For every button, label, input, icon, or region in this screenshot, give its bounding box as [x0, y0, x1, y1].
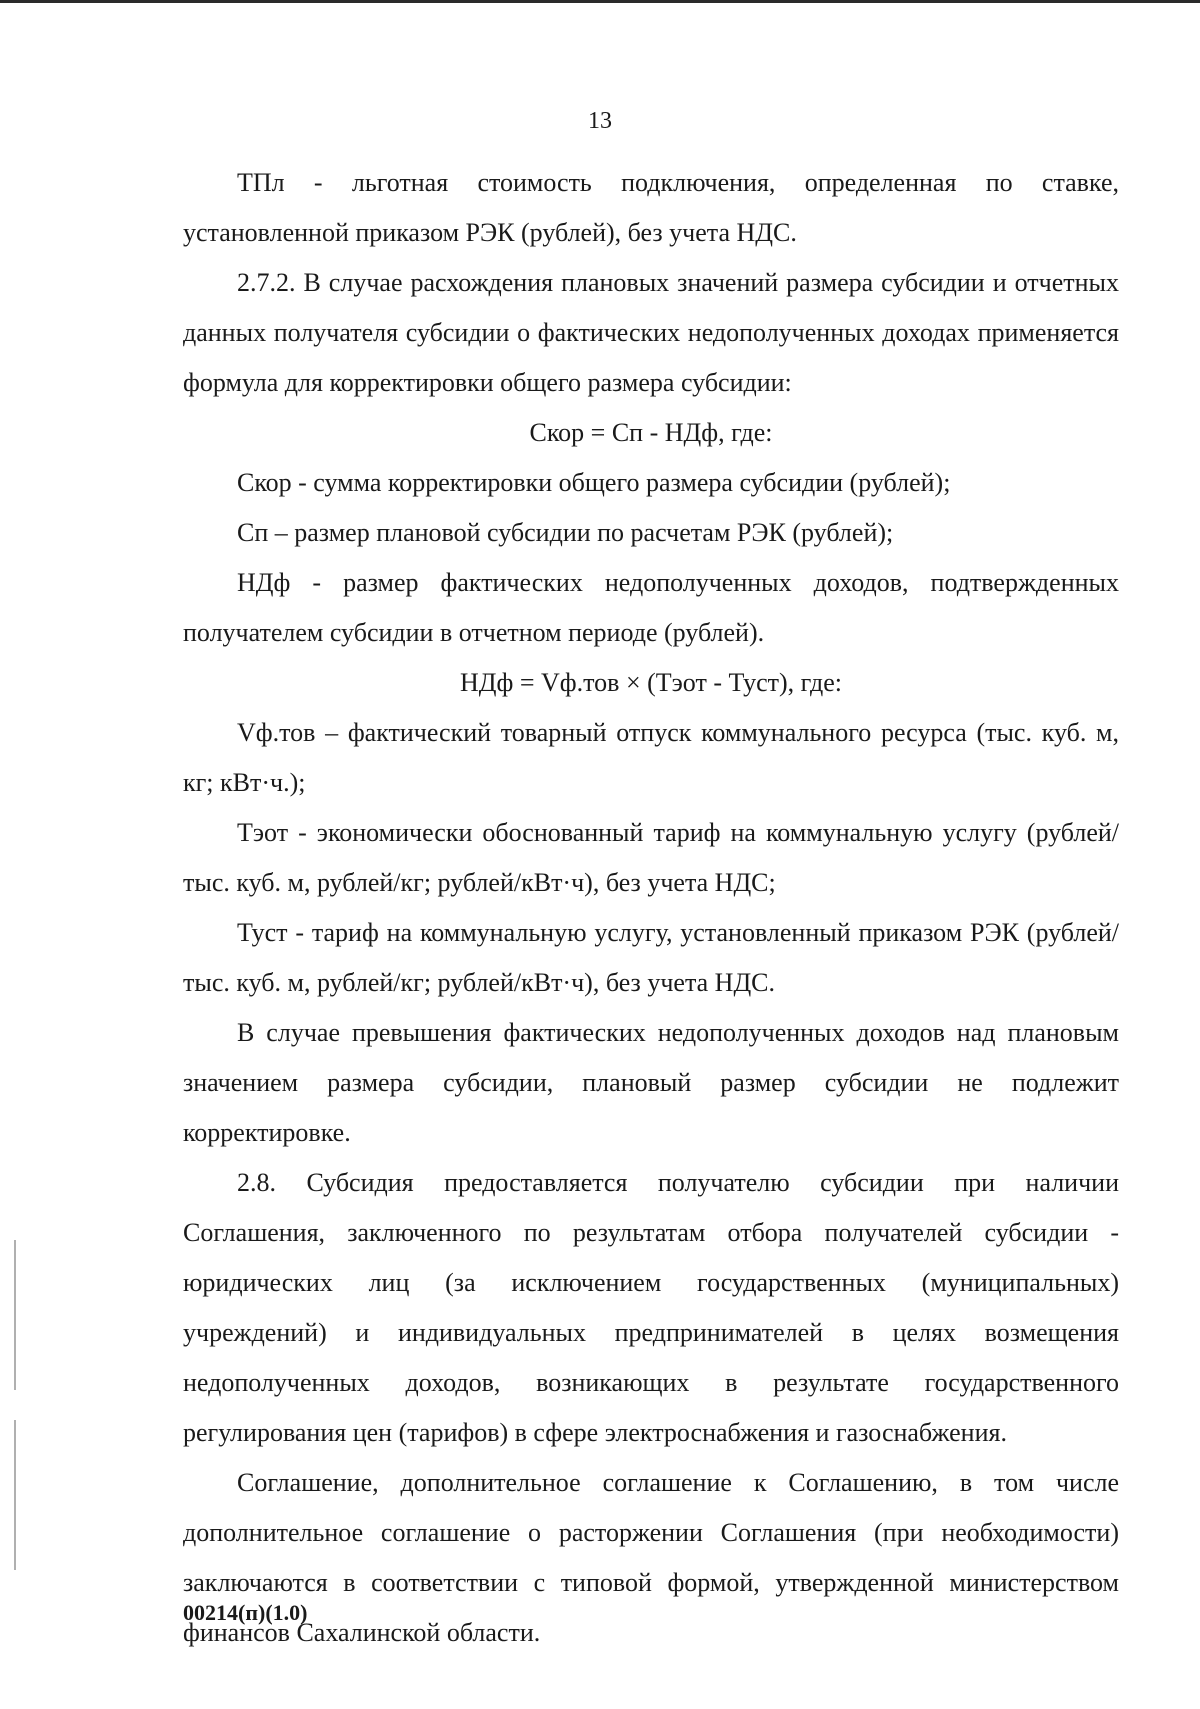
paragraph-agreement: Соглашение, дополнительное соглашение к Соглашению, в том числе дополнительное соглашение о расторжении Соглашения (при необходимости) заключаются в соответствии с типовой формой, утвержденной министерством финансов Сахалинской области. — [183, 1468, 1119, 1647]
paragraph-tpl-definition: ТПл - льготная стоимость подключения, определенная по ставке, установленной приказом РЭК (рублей), без учета НДС. — [183, 168, 1119, 247]
paragraph-excess-case: В случае превышения фактических недополученных доходов над плановым значением размера субсидии, плановый размер субсидии не подлежит корректировке. — [183, 1018, 1119, 1147]
page-number: 13 — [588, 108, 612, 134]
definition-sp: Сп – размер плановой субсидии по расчетам РЭК (рублей); — [237, 518, 894, 547]
page-top-edge — [0, 0, 1200, 3]
scan-margin-mark — [14, 1420, 16, 1570]
paragraph-2-7-2: 2.7.2. В случае расхождения плановых значений размера субсидии и отчетных данных получателя субсидии о фактических недополученных доходах применяется формула для корректировки общего размера субсидии: — [183, 268, 1119, 397]
paragraph-2-8: 2.8. Субсидия предоставляется получателю субсидии при наличии Соглашения, заключенного по результатам отбора получателей субсидии - юридических лиц (за исключением государственных (муниципальных) учреждений) и индивидуальных предпринимателей в целях возмещения недополученных доходов, возникающих в результате государственного регулирования цен (тарифов) в сфере электроснабжения и газоснабжения. — [183, 1168, 1119, 1447]
definition-teot: Тэот - экономически обоснованный тариф на коммунальную услугу (рублей/тыс. куб. м, рублей/кг; рублей/кВт·ч), без учета НДС; — [183, 818, 1119, 897]
scan-margin-mark — [14, 1240, 16, 1390]
definition-vf-tov: Vф.тов – фактический товарный отпуск коммунального ресурса (тыс. куб. м, кг; кВт·ч.); — [183, 718, 1119, 797]
definition-skor: Скор - сумма корректировки общего размера субсидии (рублей); — [237, 468, 951, 497]
document-body — [183, 158, 1119, 1658]
document-code: 00214(п)(1.0) — [183, 1600, 308, 1625]
formula-ndf: НДф = Vф.тов × (Тэот - Туст), где: — [460, 668, 842, 697]
definition-ndf: НДф - размер фактических недополученных доходов, подтвержденных получателем субсидии в отчетном периоде (рублей). — [183, 568, 1119, 647]
definition-tust: Туст - тариф на коммунальную услугу, установленный приказом РЭК (рублей/тыс. куб. м, рублей/кг; рублей/кВт·ч), без учета НДС. — [183, 918, 1119, 997]
formula-skor: Скор = Сп - НДф, где: — [529, 418, 773, 447]
